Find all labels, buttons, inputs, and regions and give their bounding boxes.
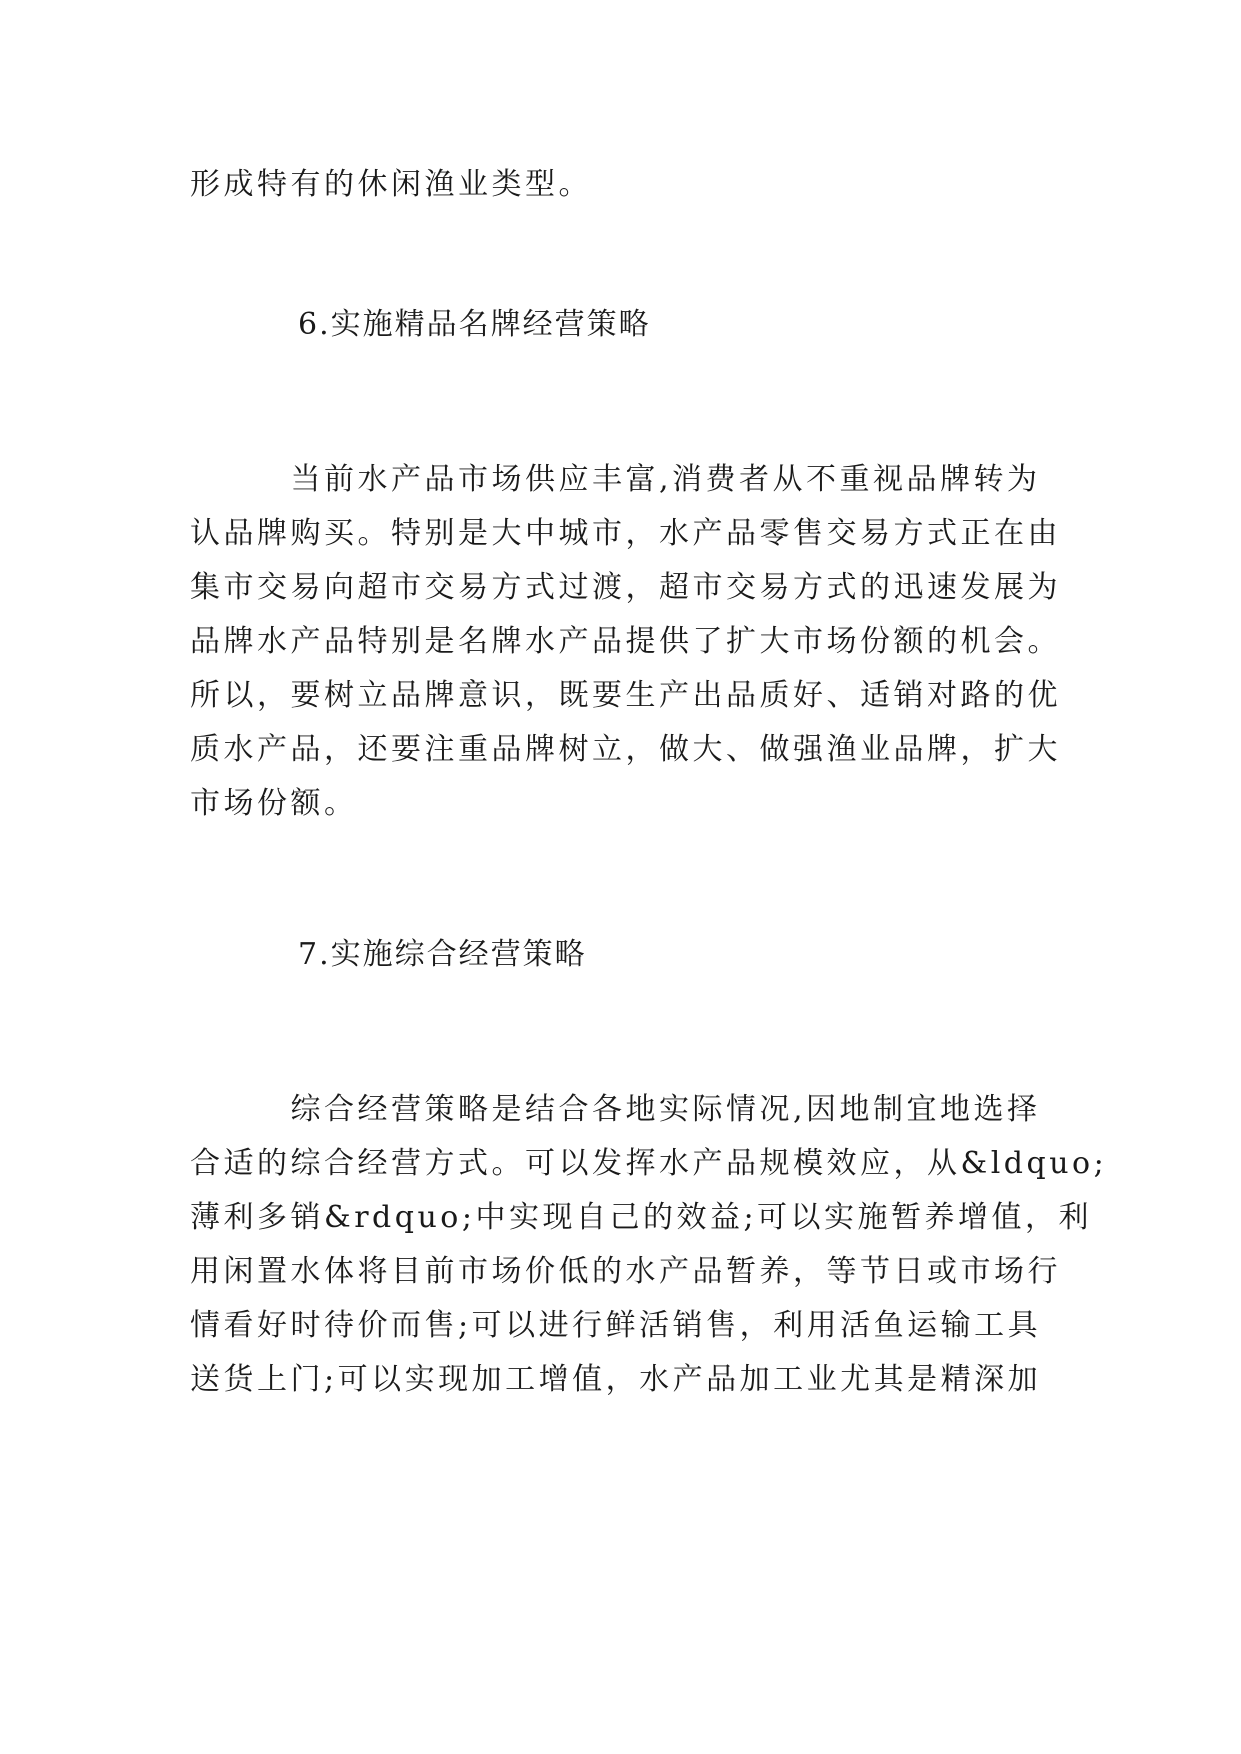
paragraph-line: 所以，要树立品牌意识，既要生产出品质好、适销对路的优 bbox=[190, 678, 1061, 713]
paragraph-line: 薄利多销&rdquo;中实现自己的效益;可以实施暂养增值，利 bbox=[190, 1200, 1093, 1235]
paragraph-line: 当前水产品市场供应丰富,消费者从不重视品牌转为 bbox=[190, 462, 1041, 497]
paragraph-line: 认品牌购买。特别是大中城市，水产品零售交易方式正在由 bbox=[190, 516, 1061, 551]
paragraph-line: 情看好时待价而售;可以进行鲜活销售，利用活鱼运输工具 bbox=[190, 1308, 1042, 1343]
section-heading-6: 6.实施精品名牌经营策略 bbox=[298, 307, 651, 342]
paragraph-line: 品牌水产品特别是名牌水产品提供了扩大市场份额的机会。 bbox=[190, 624, 1061, 659]
paragraph-line: 集市交易向超市交易方式过渡，超市交易方式的迅速发展为 bbox=[190, 570, 1061, 605]
paragraph-line: 合适的综合经营方式。可以发挥水产品规模效应，从&ldquo; bbox=[190, 1146, 1108, 1181]
paragraph-line: 用闲置水体将目前市场价低的水产品暂养，等节日或市场行 bbox=[190, 1254, 1061, 1289]
paragraph-line: 市场份额。 bbox=[190, 786, 358, 821]
paragraph-line: 综合经营策略是结合各地实际情况,因地制宜地选择 bbox=[190, 1092, 1041, 1127]
paragraph-line: 形成特有的休闲渔业类型。 bbox=[190, 167, 592, 202]
section-heading-7: 7.实施综合经营策略 bbox=[298, 937, 587, 972]
paragraph-line: 送货上门;可以实现加工增值，水产品加工业尤其是精深加 bbox=[190, 1362, 1042, 1397]
paragraph-line: 质水产品，还要注重品牌树立，做大、做强渔业品牌，扩大 bbox=[190, 732, 1061, 767]
